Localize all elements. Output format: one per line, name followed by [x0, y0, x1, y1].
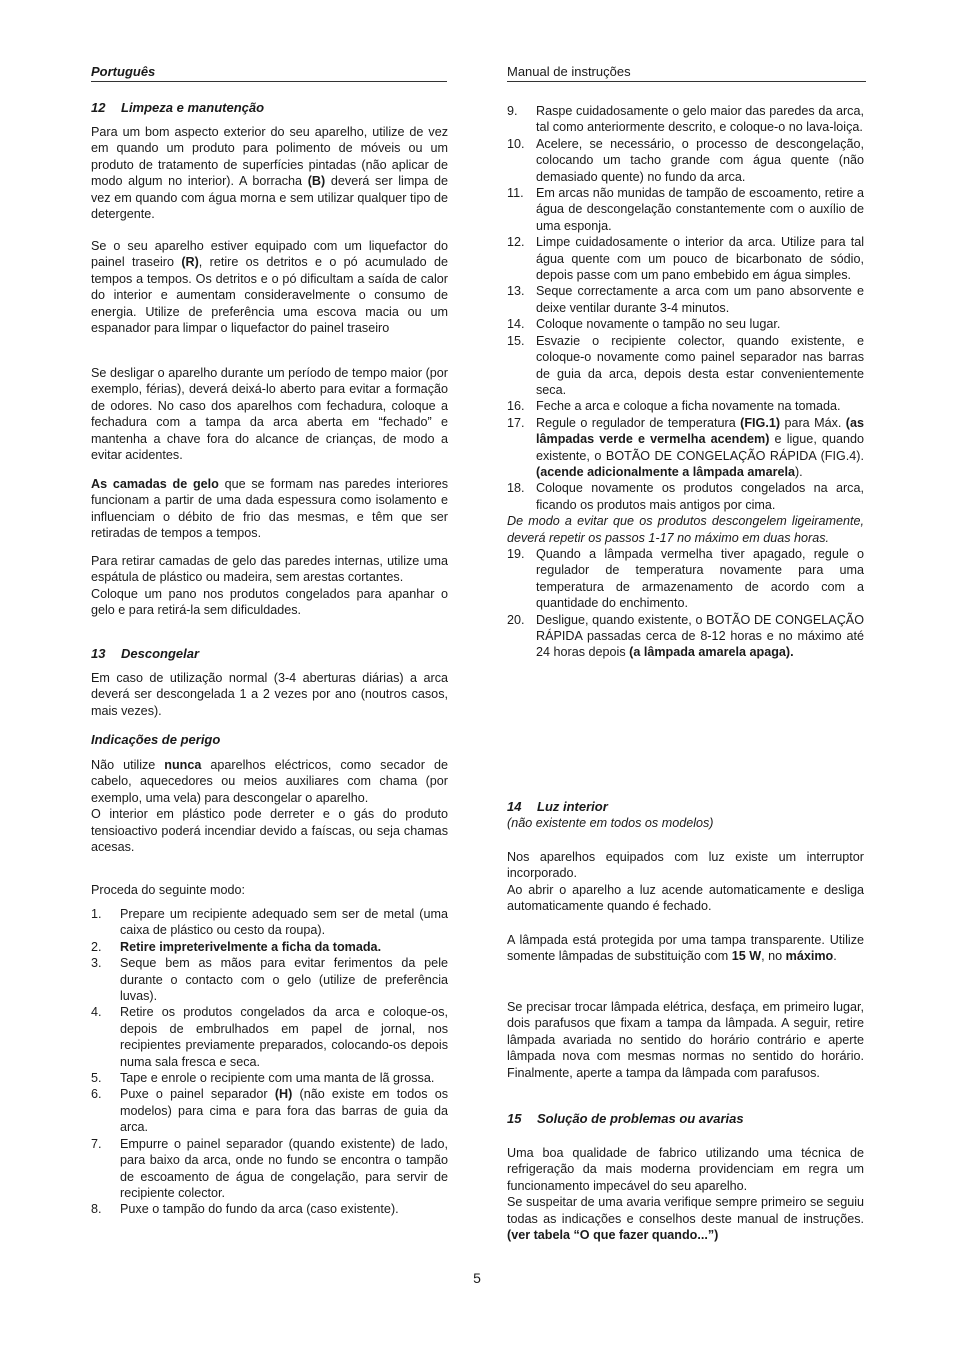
list-item: [507, 234, 864, 283]
paragraph-lamp-protection: [507, 932, 864, 965]
text: .: [833, 949, 837, 964]
paragraph-troubleshooting: [507, 1145, 864, 1243]
text: Limpe cuidadosamente o interior da arca. Utilize para tal água quente com um pouco de bicarbonato de sódio, depois passe com um pano embebido em água simples.: [536, 235, 864, 283]
text: Seque bem as mãos para evitar ferimentos da pele durante o contacto com o gelo (utilize de preferência luvas).: [120, 956, 448, 1004]
section-number: 15: [507, 1111, 522, 1126]
paragraph-defrost-frequency: [91, 670, 448, 719]
danger-heading: [91, 732, 448, 748]
paragraph-remove-ice: [91, 553, 448, 619]
text: Quando a lâmpada vermelha tiver apagado, regule o regulador de temperatura novamente para uma temperatura de armazenamento de acordo com a quantidade do enchimento.: [536, 546, 864, 611]
step-number: 19.: [507, 546, 525, 561]
list-item: [507, 283, 864, 316]
section-number: 12: [91, 100, 106, 115]
text: ).: [794, 464, 803, 479]
text: (não existe em todos os modelos) para cima e para fora das barras de guia da arca.: [120, 1087, 449, 1135]
text: Em arcas não munidas de tampão de escoamento, retire a água de descongelação constantemente com o auxílio de uma esponja.: [536, 186, 864, 233]
text: , no: [761, 949, 786, 964]
paragraph-procedure: [91, 882, 448, 898]
section-14-heading: [507, 799, 864, 831]
header-manual-title: Manual de instruções: [507, 64, 866, 82]
section-title: Descongelar: [121, 646, 200, 661]
text: Em caso de utilização normal (3-4 aberturas diárias) a arca deverá ser descongelada 1 a 2 vezes por ano (noutros casos, mais vezes).: [91, 671, 448, 718]
section-13-heading: [91, 646, 448, 662]
bold-text: (B): [307, 174, 326, 189]
section-number: 13: [91, 646, 106, 661]
paragraph-ice-layers: [91, 476, 448, 542]
step-number: 8.: [91, 1202, 102, 1217]
step-number: 10.: [507, 136, 525, 151]
procedure-steps-left: [91, 906, 448, 1218]
text: A lâmpada está protegida por uma tampa transparente. Utilize somente lâmpadas de substituição com: [507, 933, 864, 964]
step-number: 14.: [507, 317, 525, 332]
text: Coloque um pano nos produtos congelados para apanhar o gelo e para retirá-la sem dificuldades.: [91, 586, 448, 618]
text: Prepare um recipiente adequado sem ser de metal (uma caixa de plástico ou cesto da roupa).: [120, 907, 448, 938]
step-number: 17.: [507, 415, 525, 430]
list-item: [507, 316, 864, 332]
step-number: 6.: [91, 1087, 102, 1102]
text: que se formam nas paredes interiores funcionam a partir de uma dada espessura como isolamento e influenciam o débito de frio das mesmas, e têm que ser retiradas de tempos a tempos.: [91, 477, 448, 541]
text: Seque correctamente a arca com um pano absorvente e deixe ventilar durante 3-4 minutos.: [536, 284, 864, 315]
section-title: Solução de problemas ou avarias: [537, 1111, 744, 1126]
procedure-steps-right: [507, 103, 864, 661]
paragraph-lamp-replacement: [507, 999, 864, 1081]
list-item: [507, 546, 864, 612]
italic-note: De modo a evitar que os produtos descongelem ligeiramente, deverá repetir os passos 1-17 no máximo em duas horas.: [507, 514, 864, 545]
step-number: 12.: [507, 235, 525, 250]
section-title: Limpeza e manutenção: [121, 100, 265, 115]
list-item: [507, 333, 864, 399]
paragraph-switch-off: [91, 365, 448, 463]
bold-text: (H): [274, 1087, 293, 1102]
bold-text: As camadas de gelo: [91, 477, 219, 491]
bold-text: (FIG.1): [740, 415, 781, 430]
section-15-heading: [507, 1111, 864, 1127]
step-number: 20.: [507, 612, 525, 627]
text: aparelhos eléctricos, como secador de cabelo, aquecedores ou meios auxiliares com chama (por exemplo, uma vela) para descongelar o aparelho.: [91, 758, 448, 805]
step-number: 9.: [507, 104, 518, 118]
bold-text: (R): [181, 255, 199, 270]
bold-text: (acende adicionalmente a lâmpada amarela: [536, 464, 795, 479]
paragraph-light-switch: [507, 849, 864, 915]
text: Raspe cuidadosamente o gelo maior das paredes da arca, tal como anteriormente descrito, e coloque-o no lava-loiça.: [536, 104, 864, 135]
list-item: [507, 136, 864, 185]
bold-text: 15 W: [731, 949, 762, 964]
text: Coloque novamente os produtos congelados na arca, ficando os produtos mais antigos por cima.: [536, 481, 864, 512]
bold-text: Retire impreterivelmente a ficha da tomada.: [120, 939, 382, 954]
step-number: 18.: [507, 481, 525, 496]
text: Desligue, quando existente, o BOTÃO DE CONGELAÇÃO RÁPIDA passadas cerca de 8-12 horas e no máximo até 24 horas depois: [536, 612, 864, 660]
list-item: [507, 612, 864, 661]
text: Coloque novamente o tampão no seu lugar.: [536, 317, 781, 332]
step-number: 13.: [507, 284, 525, 299]
paragraph-danger: [91, 757, 448, 855]
step-number: 15.: [507, 333, 525, 348]
list-item: [91, 1070, 448, 1086]
list-item: [507, 415, 864, 481]
step-number: 4.: [91, 1005, 102, 1020]
text: Ao abrir o aparelho a luz acende automaticamente e desliga automaticamente quando é fechado.: [507, 882, 864, 914]
paragraph-liquefactor: [91, 238, 448, 336]
list-item: [507, 185, 864, 234]
bold-text: (a lâmpada amarela apaga).: [629, 645, 794, 660]
bold-text: máximo: [785, 949, 834, 964]
bold-text: (as lâmpadas verde e vermelha acendem): [536, 415, 864, 447]
text: Para retirar camadas de gelo das paredes internas, utilize uma espátula de plástico ou madeira, sem arestas cortantes.: [91, 554, 448, 585]
paragraph-cleaning-exterior: [91, 124, 448, 222]
text: para Máx.: [780, 415, 846, 430]
page-number: 5: [473, 1270, 481, 1286]
danger-title: Indicações de perigo: [91, 732, 221, 747]
text: Acelere, se necessário, o processo de descongelação, colocando um tacho grande com água quente (não demasiado quente) no fundo da arca.: [536, 136, 864, 184]
bold-text: nunca: [164, 758, 202, 772]
text: O interior em plástico pode derreter e o gás do produto tensioactivo poderá incendiar devido a faíscas, ou seja chamas acesas.: [91, 807, 448, 855]
step-number: 16.: [507, 399, 525, 414]
text: Puxe o tampão do fundo da arca (caso existente).: [120, 1202, 399, 1217]
header-language: Português: [91, 64, 447, 82]
text: Puxe o painel separador: [120, 1087, 275, 1102]
section-title: Luz interior: [537, 799, 608, 814]
list-item: [91, 906, 448, 939]
list-item: [507, 103, 864, 136]
text: e ligue, quando existente, o BOTÃO DE CONGELAÇÃO RÁPIDA (FIG.4).: [536, 432, 864, 463]
step-number: 11.: [507, 186, 524, 201]
text: Não utilize: [91, 758, 165, 772]
text: Retire os produtos congelados da arca e coloque-os, depois de embrulhados em papel de jornal, nos recipientes previamente preparados, colocando-os depois numa sala fresca e seca.: [120, 1005, 448, 1069]
text: Se precisar trocar lâmpada elétrica, desfaça, em primeiro lugar, dois parafusos que fixam a tampa da lâmpada. A seguir, retire lâmpada avariada no sentido do horário contrário e aperte lâmpada nova com mesmas normas no sentido do horário. Finalmente, aperte a tampa da lâmpada com parafusos.: [507, 1000, 864, 1080]
list-item: [91, 1201, 448, 1217]
section-12-heading: [91, 100, 448, 116]
text: deverá ser limpa de vez em quando com água morna e sem utilizar qualquer tipo de detergente.: [91, 174, 448, 222]
list-item: [91, 939, 448, 955]
step-number: 1.: [91, 907, 102, 921]
text: Feche a arca e coloque a ficha novamente na tomada.: [536, 399, 841, 414]
text: Uma boa qualidade de fabrico utilizando uma técnica de refrigeração da mais moderna providenciam em regra um funcionamento impecável do seu aparelho.: [507, 1146, 864, 1193]
text: Se desligar o aparelho durante um período de tempo maior (por exemplo, férias), deverá deixá-lo aberto para evitar a formação de odores. No caso dos aparelhos com fechadura, coloque a fechadura com a tampa da arca aberta em “fechado” e mantenha a chave fora do alcance de crianças, de modo a evitar acidentes.: [91, 366, 448, 463]
step-number: 2.: [91, 939, 102, 954]
list-item: [91, 1136, 448, 1202]
section-number: 14: [507, 799, 522, 814]
text: , retire os detritos e o pó acumulado de tempos a tempos. Os detritos e o pó dificultam a saída de calor do interior e aumentam consideravelmente o consumo de energia. Utilize de preferência uma escova macia ou um espanador para limpar o liquefactor do painel traseiro: [91, 255, 449, 336]
text: Esvazie o recipiente colector, quando existente, e coloque-o novamente como painel separador nas barras de guia da arca, depois desta estar convenientemente seca.: [536, 333, 864, 397]
text: Tape e enrole o recipiente com uma manta de lã grossa.: [120, 1071, 435, 1086]
text: Regule o regulador de temperatura: [536, 415, 741, 430]
list-item: [91, 955, 448, 1004]
text: Para um bom aspecto exterior do seu aparelho, utilize de vez em quando um produto para polimento de móveis ou um produto de tratamento de superfícies pintadas (não aplicar de modo algum no interior). A borracha: [91, 125, 448, 189]
list-item: [507, 398, 864, 414]
text: Empurre o painel separador (quando existente) de lado, para baixo da arca, onde no fundo se encontra o tampão de escoamento de água de congelação, para servir de recipiente colector.: [120, 1136, 448, 1200]
bold-text: (ver tabela “O que fazer quando...”): [507, 1228, 719, 1243]
text: Se suspeitar de uma avaria verifique sempre primeiro se seguiu todas as indicações e conselhos deste manual de instruções.: [507, 1195, 864, 1226]
text: Nos aparelhos equipados com luz existe um interruptor incorporado.: [507, 850, 864, 881]
step-number: 5.: [91, 1071, 102, 1086]
list-item: [91, 1004, 448, 1070]
step-number: 7.: [91, 1136, 102, 1151]
text: Se o seu aparelho estiver equipado com um liquefactor do painel traseiro: [91, 239, 448, 270]
list-item: [507, 480, 864, 513]
text: Proceda do seguinte modo:: [91, 883, 246, 897]
step-number: 3.: [91, 956, 102, 971]
list-item: [91, 1086, 448, 1135]
section-subtitle: (não existente em todos os modelos): [507, 816, 714, 830]
